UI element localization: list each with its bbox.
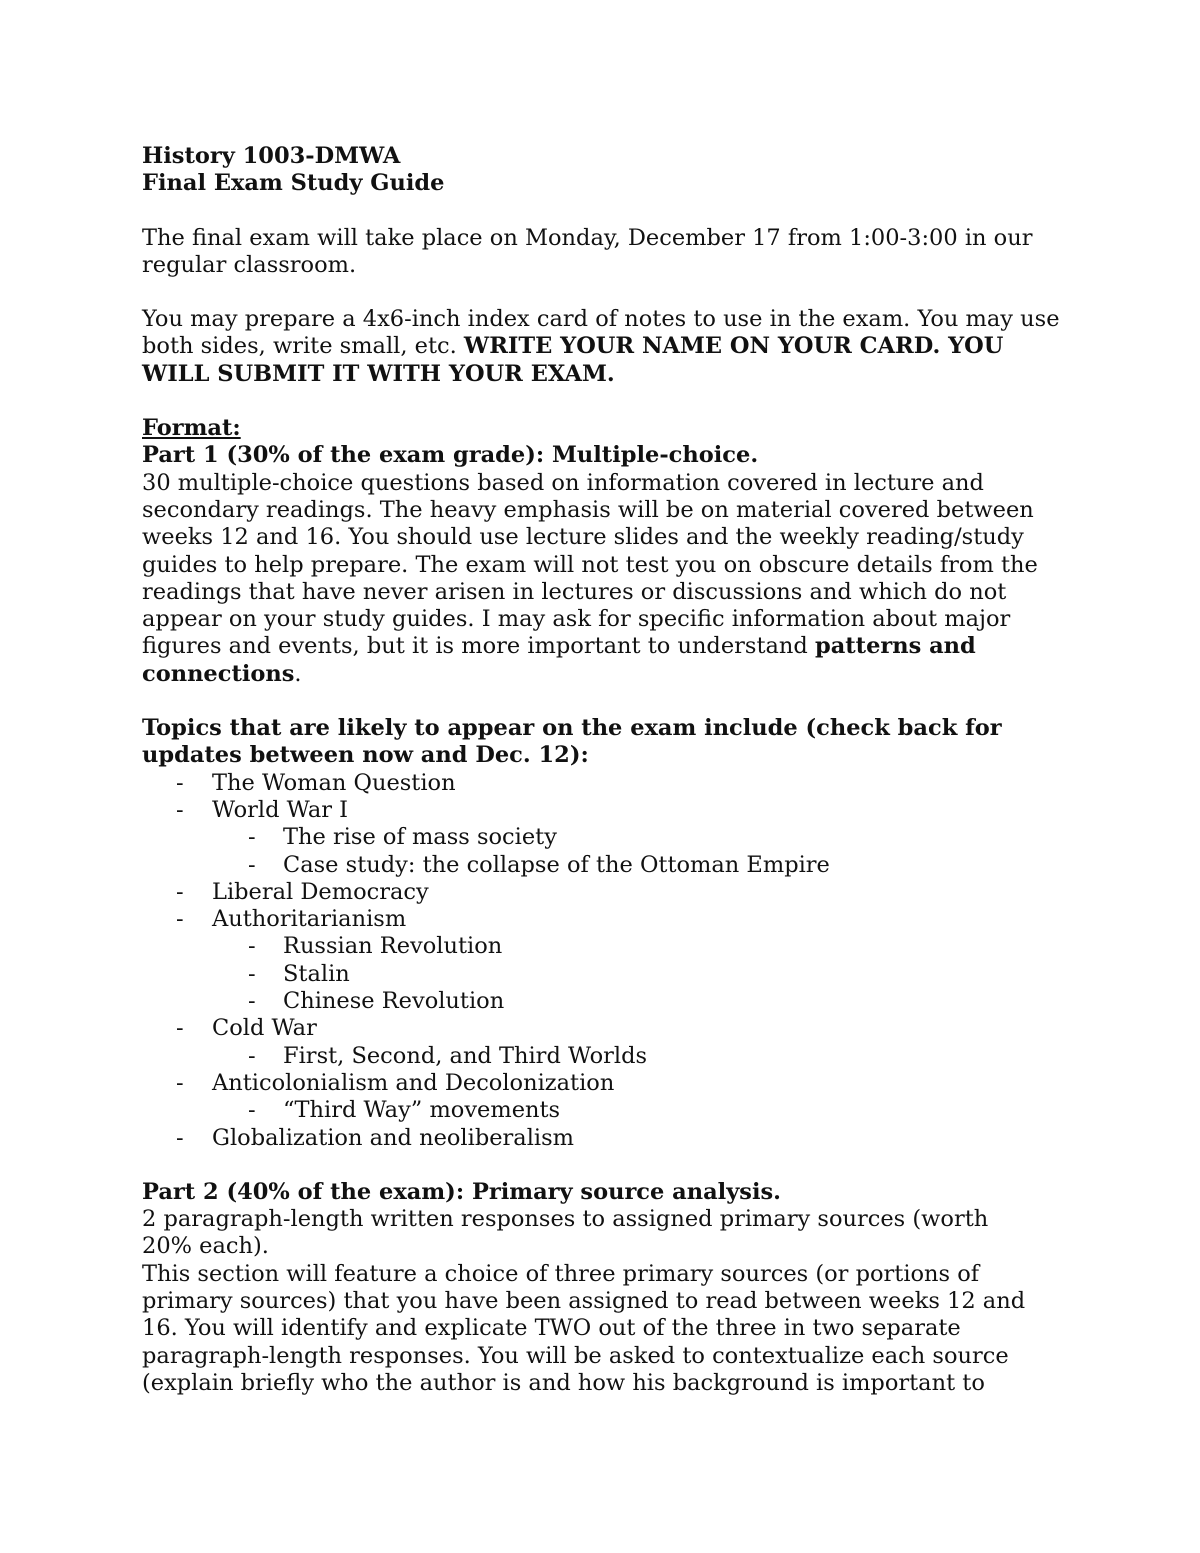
format-heading: Format: [142,415,241,442]
bullet-dash: - [176,1069,184,1096]
topic-subitem [142,852,1082,879]
topic-text: Authoritarianism [212,906,407,933]
bullet-dash: - [248,1097,256,1124]
topic-text: World War I [212,796,349,823]
part2-paragraph-1: 2 paragraph-length written responses to assigned primary sources (worth 20% each). [142,1206,989,1260]
part1-heading: Part 1 (30% of the exam grade): Multiple-choice. [142,442,759,469]
bullet-dash: - [176,1124,184,1151]
bullet-dash: - [176,769,184,796]
topic-text: Case study: the collapse of the Ottoman Empire [283,851,830,878]
topic-text: Chinese Revolution [283,988,505,1015]
topic-text: Liberal Democracy [212,878,429,905]
bullet-dash: - [248,988,256,1015]
topic-text: The Woman Question [212,769,456,796]
topic-text: Stalin [283,960,350,987]
topic-item [142,1070,1082,1097]
course-title: History 1003-DMWA [142,143,401,169]
topic-text: First, Second, and Third Worlds [283,1042,648,1069]
index-card-text: You may prepare a 4x6-inch index card of notes to use in the exam. You may use both sides, write small, etc. [142,306,1060,360]
bullet-dash: - [248,824,256,851]
topic-subitem [142,824,1082,851]
bullet-dash: - [248,1042,256,1069]
bullet-dash: - [176,906,184,933]
topics-heading: Topics that are likely to appear on the exam include (check back for updates between now and Dec. 12): [142,715,1002,769]
index-card-paragraph [142,306,1062,388]
document-page [142,143,1082,1397]
topic-text: “Third Way” movements [283,1097,561,1124]
topic-item [142,770,1082,797]
bullet-dash: - [248,851,256,878]
topic-subitem [142,933,1082,960]
topic-subitem [142,961,1082,988]
topics-list [142,770,1082,1152]
schedule-paragraph: The final exam will take place on Monday, December 17 from 1:00-3:00 in our regular classroom. [142,224,1033,278]
part1-body-end: . [294,660,302,687]
topic-text: Russian Revolution [283,933,503,960]
topic-item [142,1015,1082,1042]
part2-paragraph-2: This section will feature a choice of three primary sources (or portions of primary sources) that you have been assigned to read between weeks 12 and 16. You will identify and explicate TWO out of the three in two separate paragraph-length responses. You will be asked to contextualize each source (explain briefly who the author is and how his background is important to [142,1260,1026,1396]
part1-paragraph [142,470,1057,688]
topic-item [142,879,1082,906]
part1-emphasis: patterns and connections [142,633,976,687]
index-card-instruction: WRITE YOUR NAME ON YOUR CARD. YOU WILL SUBMIT IT WITH YOUR EXAM. [142,333,1004,387]
bullet-dash: - [176,1015,184,1042]
topic-item [142,1125,1082,1152]
bullet-dash: - [176,878,184,905]
part2-heading: Part 2 (40% of the exam): Primary source analysis. [142,1178,782,1205]
topic-subitem [142,1043,1082,1070]
topic-item [142,906,1082,933]
topic-subitem [142,988,1082,1015]
topic-subitem [142,1097,1082,1124]
part1-body: 30 multiple-choice questions based on information covered in lecture and secondary readings. The heavy emphasis will be on material covered between weeks 12 and 16. You should use lecture slides and the weekly reading/study guides to help prepare. The exam will not test you on obscure details from the readings that have never arisen in lectures or discussions and which do not appear on your study guides. I may ask for specific information about major figures and events, but it is more important to understand [142,469,1038,660]
topic-text: Anticolonialism and Decolonization [212,1069,615,1096]
bullet-dash: - [248,933,256,960]
bullet-dash: - [176,796,184,823]
topic-item [142,797,1082,824]
bullet-dash: - [248,960,256,987]
document-title: Final Exam Study Guide [142,170,445,197]
topic-text: The rise of mass society [283,824,557,851]
topic-text: Cold War [212,1015,317,1042]
topic-text: Globalization and neoliberalism [212,1124,574,1151]
